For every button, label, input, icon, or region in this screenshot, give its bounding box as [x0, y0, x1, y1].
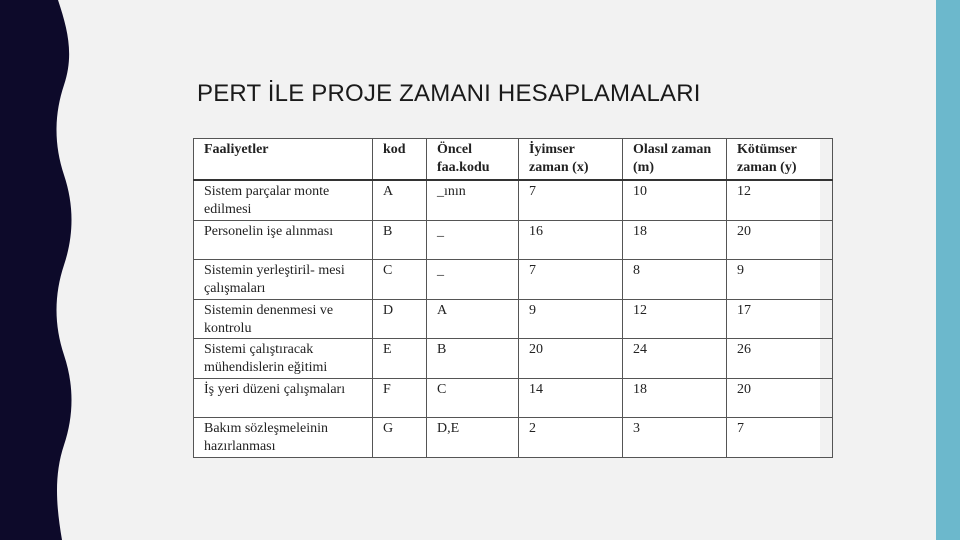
pessimistic-cell: 20	[727, 220, 833, 260]
optimistic-cell: 7	[519, 260, 623, 300]
table-row	[194, 339, 833, 379]
predecessor-cell: _	[427, 220, 519, 260]
code-cell: F	[373, 378, 427, 418]
header-cell: İyimser zaman (x)	[519, 139, 623, 181]
likely-cell: 18	[623, 378, 727, 418]
pessimistic-cell: 9	[727, 260, 833, 300]
pessimistic-cell: 17	[727, 299, 833, 339]
table-row	[194, 418, 833, 458]
optimistic-cell: 20	[519, 339, 623, 379]
likely-cell: 3	[623, 418, 727, 458]
predecessor-cell: _	[427, 260, 519, 300]
code-cell: C	[373, 260, 427, 300]
predecessor-cell: A	[427, 299, 519, 339]
optimistic-cell: 2	[519, 418, 623, 458]
header-cell: Öncel faa.kodu	[427, 139, 519, 181]
optimistic-cell: 14	[519, 378, 623, 418]
likely-cell: 18	[623, 220, 727, 260]
header-cell: Faaliyetler	[194, 139, 373, 181]
header-cell: kod	[373, 139, 427, 181]
pessimistic-cell: 7	[727, 418, 833, 458]
predecessor-cell: D,E	[427, 418, 519, 458]
activity-cell: İş yeri düzeni çalışmaları	[194, 378, 373, 418]
likely-cell: 10	[623, 180, 727, 220]
header-cell: Olasıl zaman (m)	[623, 139, 727, 181]
likely-cell: 24	[623, 339, 727, 379]
table-header-row	[194, 139, 833, 181]
table-row	[194, 378, 833, 418]
pert-table	[193, 138, 833, 458]
activity-cell: Sistemin yerleştiril- mesi çalışmaları	[194, 260, 373, 300]
activity-cell: Sistemin denenmesi ve kontrolu	[194, 299, 373, 339]
optimistic-cell: 16	[519, 220, 623, 260]
code-cell: A	[373, 180, 427, 220]
activity-cell: Sistem parçalar monte edilmesi	[194, 180, 373, 220]
likely-cell: 12	[623, 299, 727, 339]
activity-cell: Bakım sözleşmeleinin hazırlanması	[194, 418, 373, 458]
pessimistic-cell: 12	[727, 180, 833, 220]
code-cell: D	[373, 299, 427, 339]
activity-cell: Sistemi çalıştıracak mühendislerin eğitimi	[194, 339, 373, 379]
slide-title: PERT İLE PROJE ZAMANI HESAPLAMALARI	[197, 80, 701, 107]
pessimistic-cell: 26	[727, 339, 833, 379]
activity-cell: Personelin işe alınması	[194, 220, 373, 260]
table-row	[194, 220, 833, 260]
header-cell: Kötümser zaman (y)	[727, 139, 833, 181]
table-row	[194, 180, 833, 220]
predecessor-cell: _ının	[427, 180, 519, 220]
pert-table-container	[193, 138, 820, 458]
predecessor-cell: C	[427, 378, 519, 418]
table-row	[194, 299, 833, 339]
predecessor-cell: B	[427, 339, 519, 379]
pessimistic-cell: 20	[727, 378, 833, 418]
likely-cell: 8	[623, 260, 727, 300]
accent-right-bar	[936, 0, 960, 540]
optimistic-cell: 9	[519, 299, 623, 339]
table-row	[194, 260, 833, 300]
code-cell: G	[373, 418, 427, 458]
wavy-left-band	[0, 0, 80, 540]
code-cell: E	[373, 339, 427, 379]
optimistic-cell: 7	[519, 180, 623, 220]
code-cell: B	[373, 220, 427, 260]
